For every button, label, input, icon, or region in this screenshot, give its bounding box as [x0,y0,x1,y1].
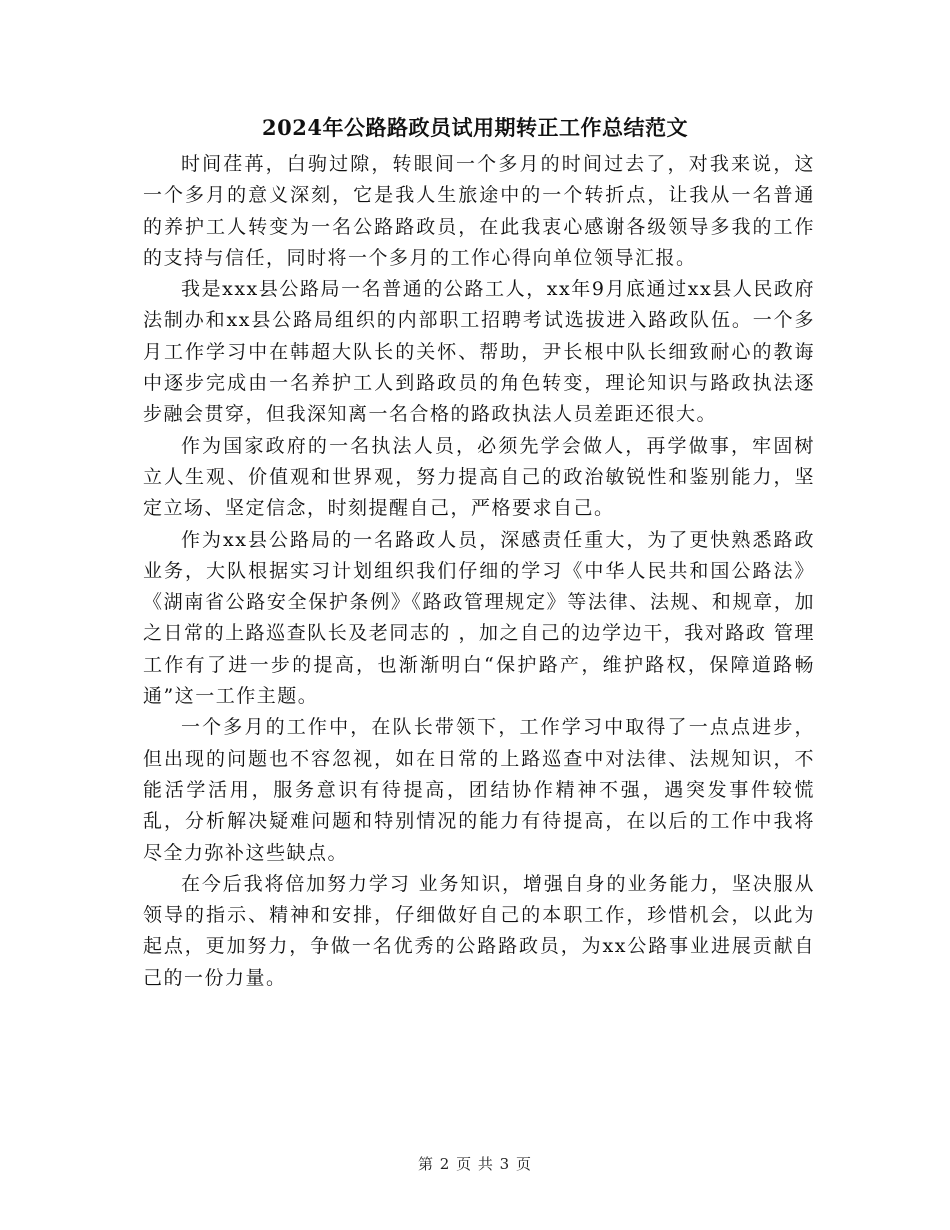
page-number-footer: 第 2 页 共 3 页 [418,1155,532,1173]
paragraph-5: 一个多月的工作中，在队长带领下，工作学习中取得了一点点进步，但出现的问题也不容忽视，如在日常的上路巡查中对法律、法规知识，不能活学活用，服务意识有待提高，团结协作精神不强，遇突发事件较慌乱，分析解决疑难问题和特别情况的能力有待提高，在以后的工作中我将尽全力弥补这些缺点。 [143,716,815,864]
document-body [143,149,815,994]
paragraph-4: 作为xx县公路局的一名路政人员，深感责任重大，为了更快熟悉路政业务，大队根据实习计划组织我们仔细的学习《中华人民共和国公路法》《湖南省公路安全保护条例》《路政管理规定》等法律、法规、和规章，加之日常的上路巡查队长及老同志的 ，加之自己的边学边干，我对路政 管理工作有了进一步的提高，也渐渐明白“保护路产，维护路权，保障道路畅通”这一工作主题。 [143,528,815,708]
paragraph-6: 在今后我将倍加努力学习 业务知识，增强自身的业务能力，坚决服从领导的指示、精神和安排，仔细做好自己的本职工作，珍惜机会，以此为起点，更加努力，争做一名优秀的公路路政员，为xx公路事业进展贡献自己的一份力量。 [143,872,815,989]
paragraph-3: 作为国家政府的一名执法人员，必须先学会做人，再学做事，牢固树立人生观、价值观和世界观，努力提高自己的政治敏锐性和鉴别能力，坚定立场、坚定信念，时刻提醒自己，严格要求自己。 [143,434,815,520]
paragraph-2: 我是xxx县公路局一名普通的公路工人，xx年9月底通过xx县人民政府法制办和xx县公路局组织的内部职工招聘考试选拔进入路政队伍。一个多月工作学习中在韩超大队长的关怀、帮助，尹长根中队长细致耐心的教诲中逐步完成由一名养护工人到路政员的角色转变，理论知识与路政执法逐步融会贯穿，但我深知离一名合格的路政执法人员差距还很大。 [143,278,815,426]
paragraph-1: 时间荏苒，白驹过隙，转眼间一个多月的时间过去了，对我来说，这一个多月的意义深刻，它是我人生旅途中的一个转折点，让我从一名普通的养护工人转变为一名公路路政员，在此我衷心感谢各级领导多我的工作的支持与信任，同时将一个多月的工作心得向单位领导汇报。 [143,153,815,269]
document-title: 2024年公路路政员试用期转正工作总结范文 [262,115,688,140]
